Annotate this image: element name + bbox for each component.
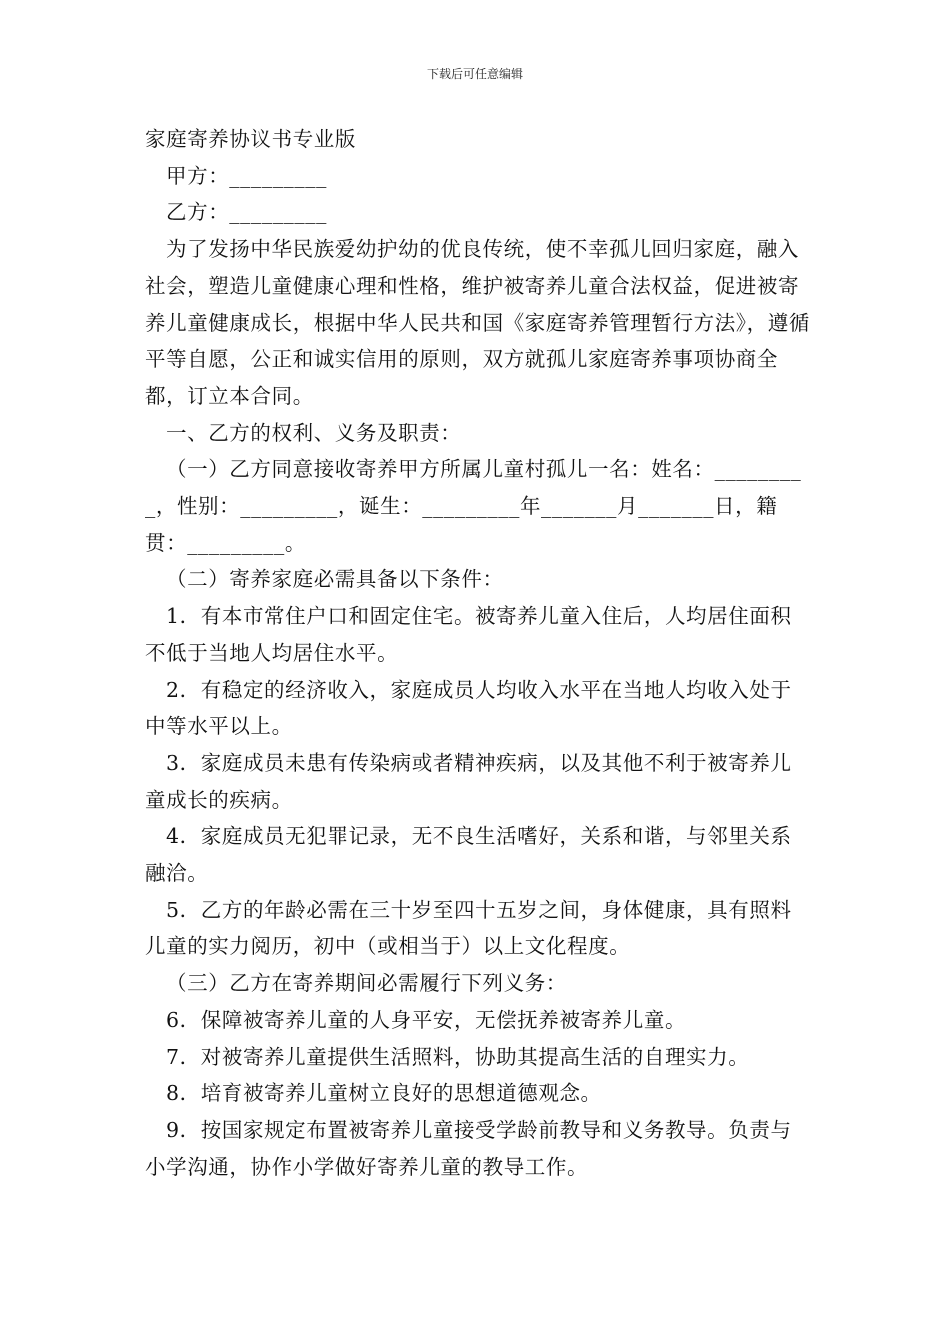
clause-paragraph: （一）乙方同意接收寄养甲方所属儿童村孤儿一名：姓名：_________，性别：_________，诞生：_________年_______月_______日，籍贯：_________。: [145, 457, 802, 555]
document-title: 家庭寄养协议书专业版: [145, 127, 356, 151]
list-item: 4．家庭成员无犯罪记录，无不良生活嗜好，关系和谐，与邻里关系融洽。: [145, 824, 792, 886]
intro-paragraph: 为了发扬中华民族爱幼护幼的优良传统，使不幸孤儿回归家庭，融入社会，塑造儿童健康心理和性格，维护被寄养儿童合法权益，促进被寄养儿童健康成长，根据中华人民共和国《家庭寄养管理暂行方法》，遵循平等自愿，公正和诚实信用的原则，双方就孤儿家庭寄养事项协商全都，订立本合同。: [145, 237, 810, 408]
party-a-line: 甲方：_________: [166, 163, 327, 188]
list-item: 8．培育被寄养儿童树立良好的思想道德观念。: [166, 1081, 602, 1106]
list-item: 2．有稳定的经济收入，家庭成员人均收入水平在当地人均收入处于中等水平以上。: [145, 677, 792, 739]
document-body: [145, 121, 811, 1185]
clause-heading: （三）乙方在寄养期间必需履行下列义务：: [166, 971, 567, 996]
list-item: 7．对被寄养儿童提供生活照料，协助其提高生活的自理实力。: [166, 1044, 750, 1069]
list-item: 1．有本市常住户口和固定住宅。被寄养儿童入住后，人均居住面积不低于当地人均居住水平。: [145, 604, 792, 665]
party-b-line: 乙方：_________: [166, 200, 327, 225]
list-item: 5．乙方的年龄必需在三十岁至四十五岁之间，身体健康，具有照料儿童的实力阅历，初中（或相当于）以上文化程度。: [145, 897, 792, 959]
page-header-note: 下载后可任意编辑: [426, 67, 523, 81]
list-item: 9．按国家规定布置被寄养儿童接受学龄前教导和义务教导。负责与小学沟通，协作小学做好寄养儿童的教导工作。: [145, 1117, 792, 1179]
list-item: 3．家庭成员未患有传染病或者精神疾病，以及其他不利于被寄养儿童成长的疾病。: [145, 750, 792, 812]
clause-heading: （二）寄养家庭必需具备以下条件：: [166, 567, 504, 592]
list-item: 6．保障被寄养儿童的人身平安，无偿抚养被寄养儿童。: [166, 1007, 687, 1032]
section-heading: 一、乙方的权利、义务及职责：: [166, 420, 462, 445]
